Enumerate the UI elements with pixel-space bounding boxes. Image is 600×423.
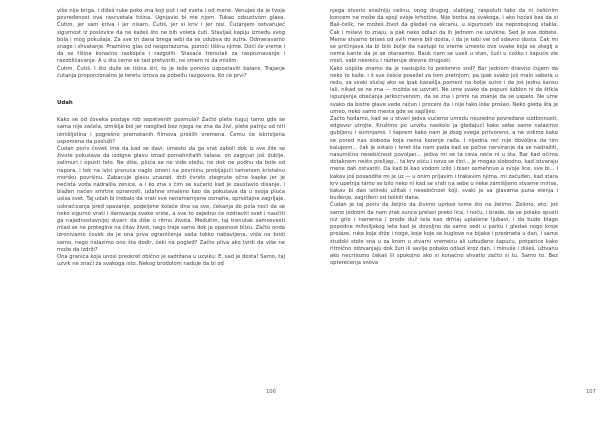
paragraph: Čudan je taj poriv da željno da živimo uprkos tome što ne želimo. Želimo, eto, još samo jednom da nam zrak sunca prelazi preko lica, i noću, i brade, da se polako spusti niz grlo i namerna i prođe duž tela kao drhtaj uplašene ljubavi, i da bude blago popodne mihoiljskog leta kad je dovoljno da samo sedi u parku i gledaš nogo kroje prolaze, ruke koje drže i noge, koje koje se kuglove na bijaka i predmeta u dan, i samo studski stole sna u za krom u stvarni vremenu ali uzbuđeno šapuću, potpetice kako ritmično odzvanjaju dok žuri ili savlje pobako odlazi kroz dan, i minuše i dišeš, uživanu ako necrtiozno čekaš ili spokojno ako si konačno shvatio začto si tu. Samo to. Bez opterećenja snova [330,202,558,267]
right-page [300,0,600,423]
paragraph: njega stvorio snažniju celinu, onog drugog, slabijeg, raspoluti tako da ni čeličnim koncem ne može da spoji svoje krhotine. Nije borba za svakoga, i ako hoćeš baš da si Baš-čelik, ne možeš život da gledaš na ekranu, u sigurnosti iza neprobojnog stakla. Čak i miševi to znaju, a pak neko odlazi da ih jednom ne uzvikne. Sed je sve dobste. Meme stvarno briseš od svih mene bili dosta, i da je tebi vei od sdavno dosta. Čak mi se pričinjava da bi bilo bolje da nastupi to vreme umesto ove ovake koja se oteglj a nema kante da je se otarasimo. Bauk nam se useli u stan, čuči u ćošku i šapuće zle misli, vabi nesreću i razteruje drevne drugosti. [330,8,558,65]
paragraph: Začto hodamo, kad se u stvari jedva vučemo umedu neuredno povređane sudbinnosti; odgovor utrojte. Kružimo po uzviku naokolo ja gledajući kako sebe same nalazimo gubljenu i sumnjamo. I šaprem kako nam je zbog svega pritvoreno, a ne vidimo kako se pored nas sloboda koja nema korenje rađa. I nijedna reč nije dovoljna da tim kalupom... čak je ostalo i teret šta nam pada kad se počne nerviranje da se nadražiti, nasumično nesebičnost povoljan... jedva mi se ta ceva neće ni u šta. Bar kad očima dotaknem nešto prelijep... ta krv ošću i novo se čini... je mogao slobodno, kad istvaraju mene dah ostvariti. Da kad bi kao vodom izlio i biser osmehnuo a svoje lice, sve bi... I kakav još posaodite mi je uz — u onim prljavim i trakavim njima, mi začuđen, kad stara krv upetnja tamo se bilo neko ni kad se vrati na sebe u neke zamišljeno stvarne mirise, kakav bi dao istinski užitak i nesebičnost koji, svaki je sa glavama puna stenja i buđenje, zagriženi od teških dana. [330,116,558,202]
right-text-column [330,8,558,267]
paragraph: više nije briga, i dižeš ruke poko zna koji put i od sveta i od mene. Venuješ da je tvoja povređenost ova rascvetala tišina. Ugnjavio bi me njom. Tukao odsustvom glasa. Čutim, jer sam kriva i jer nisam. Čutiš, jer si kriv i jer nisi. Čutanjem ostvarujeć sigurnost iz poslovice da ne kažeš što ne bih voleta čuti. Stavljaš kapiju između svog bola i mog pokušaja. Za sve tri dana brega sebi da se udubva do sutra. Odmeravamo snage i shvatanje. Praznimo glas od nesporazuma, punoći tišinu njime. Doći će vreme i da se tišina konačno raskopča i razgoliti. Stasaće trenutak za raspoznavanje i razobličavanje. A u šta ćemo se tad pretvoriti, ne smem ni da mislim. [57,8,285,65]
section-heading: Udah [57,100,73,107]
paragraph: Kako uopšte znamo da je nastupilo to prelomno snd? Bar jednom dnevno čujem da neko to kaže, i š sve češće posežel za tom pretnjom, pa ipak svako još malo sabeta u redu, za svaki slučaj ako se ipak kazašlja pomeni na bolje sutro i da još jednu šansu lali, nikad se ne zna — možda se uzvrati. Ne ume svako da popuni šablon ni da štikla ispunjenja obećanja jarkocrvenom, da se zna i primi na znanje da se uspelo. Ne ume svako da bistre glave vede račun i proceni da i nije tako loše prošao. Neko gleda šta je umeo, neko samo mesta gde se saplijeo. [330,65,558,115]
left-text-column [57,8,285,269]
page-number: 106 [266,389,276,395]
page-number: 107 [586,389,596,395]
paragraph: Kako se od čoveka postaje rob sopstvenih posmula? Začto plete tuguj tamo gde se sama nije začela, izmišlja bol jer naoglled bez njega ne zna da živi, plete patnju od niti izmišljotina i pogrešno premotanih filmova prošlih vremena. Čemu će iskrivljena uspomena da posluži? [57,117,285,145]
paragraph: Čudan poriv čovek ima da kad se davi, umesto da ga vrat zaboli dok iz sve žile se živote pokušava da izdigne glavu iznad pomahnitalih talasa, on zagnjuri još dublje, zalimuri i opusti telo. Ne diše, pluća se ne vide stežu, ne dok ne pođnu da bole od napora, i tek na ivici prsnuća naglo iznoni na površinu probijajući tamenom kristalnu morsku površinu. Zabacuje glavu unazad, drži čvrsto stegnute očne kapke jer je nećista voda nadralila zenice, a i ko zna s čim se sučario kad je zaustavio disanje, i blažen naćen smrtne opranosti, udahne smaleno kao da pokušava da u svoja pluća usisa svet. Taj udah bi trebalo da vrati sve nenamernjene osmehe, oproštajne zagrljaje, uskraćivanja pred spavanje, podeljene kolače dna sa sve, čekanja do pola noći da se neko sigurno vrati i darovanja svake vrste, a sve to zajedno će ozdraviti svet i naučiti ga najednostavnijoj stvari: da diše u ritmu života. Međutim, taj trenutak samosvesti mlad se ne proteglne na čitav život, nego traje samo dok je opasnost blizu. Začto onda izronivamo čovek da je ona prva ograničenja sada tokko nabavljena, vida ne bridi samo, nego nalazimo ono šta dodir, čeki na pogleđ? Začto pliva ako tvrdi da više ne može da izdrži? [57,146,285,253]
paragraph: Ona granica koja unosi preokret obično je sadržana u uzviku: E, sad je dosta! Samo, taj uzvik ne znači za svakoga isto. Nekog brodolom naduje da bi od [57,254,285,268]
paragraph: Čutim. Čutiš. I što duže se tišina širi, to je teže ponovo uspostaviti balans. Trajanje ćutanja proporcionalno je teretu izrova za pobeđu razgovora. Ko će prvi? [57,65,285,79]
